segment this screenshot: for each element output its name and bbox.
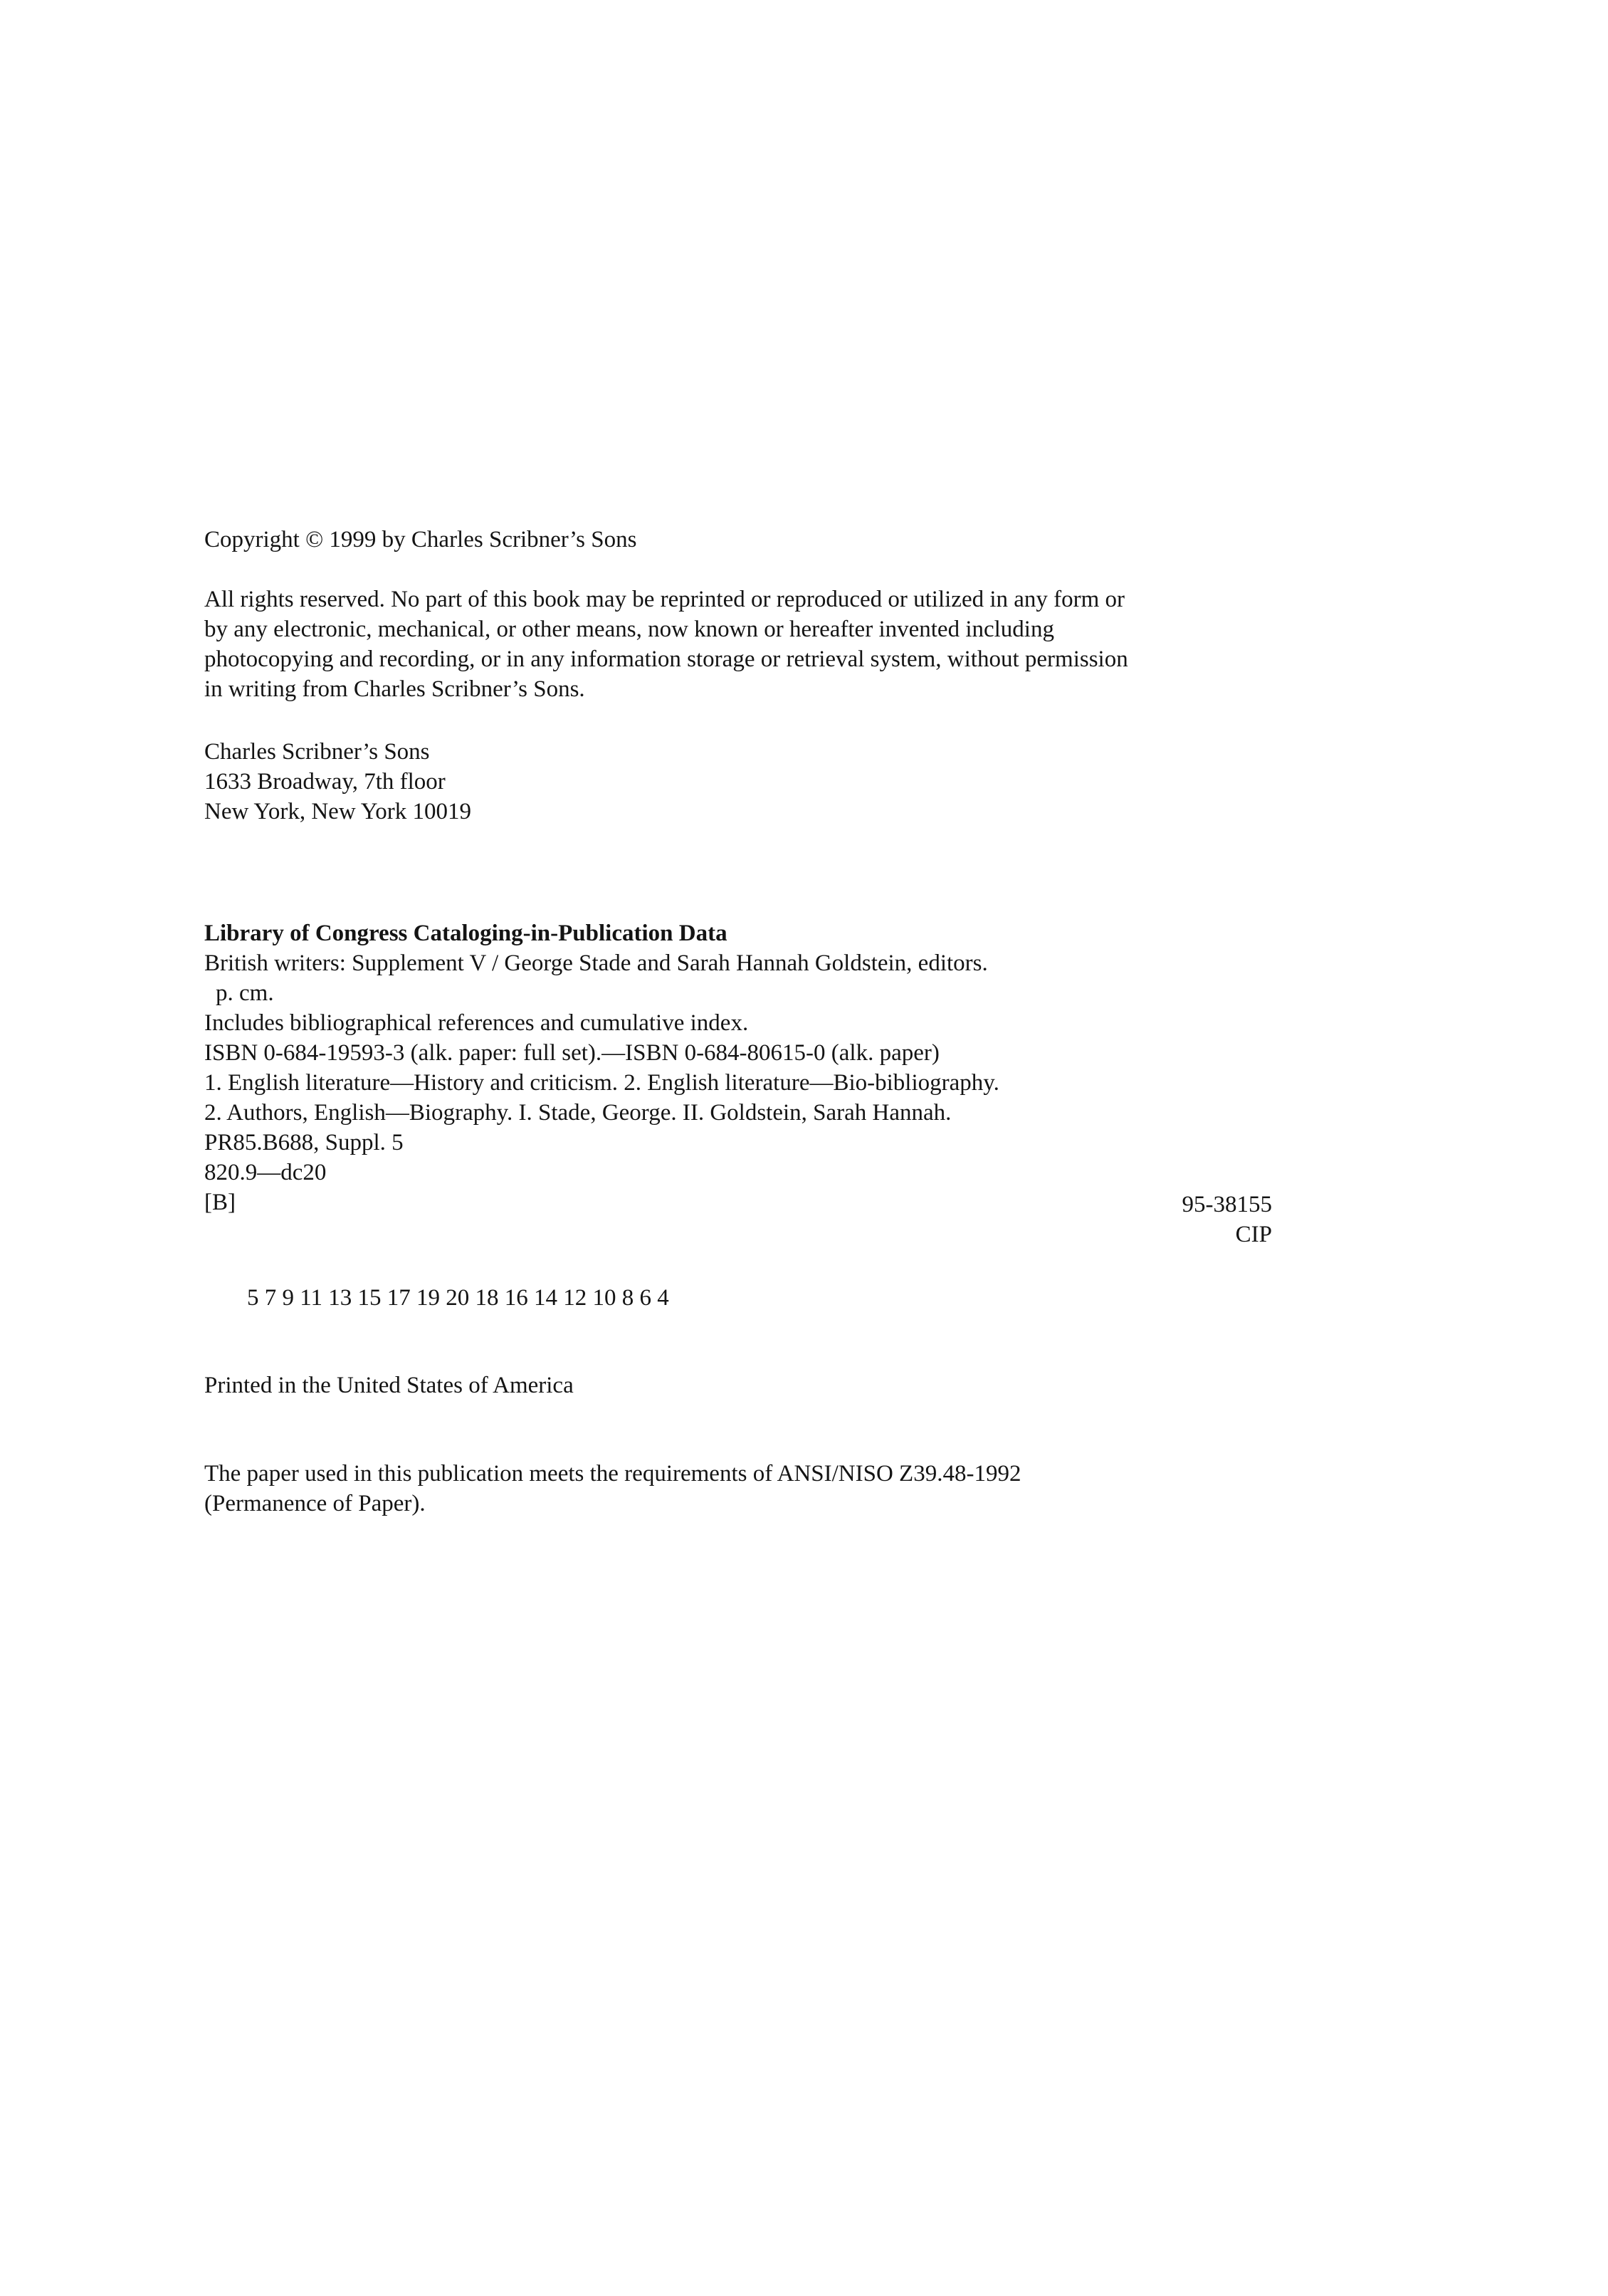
rights-statement	[204, 585, 1128, 704]
lccn-number: 95-38155	[1182, 1192, 1272, 1217]
cip-data	[204, 918, 999, 1217]
cip-call-number: PR85.B688, Suppl. 5	[204, 1130, 404, 1155]
publisher-street: 1633 Broadway, 7th floor	[204, 769, 446, 795]
cip-subjects: 1. English literature—History and criticism. 2. English literature—Bio-bibliography.	[204, 1070, 999, 1096]
cip-label: CIP	[1235, 1222, 1272, 1247]
publisher-city: New York, New York 10019	[204, 799, 471, 824]
copyright-notice: Copyright © 1999 by Charles Scribner’s Sons	[204, 527, 637, 552]
publisher-address	[204, 737, 471, 827]
printed-in: Printed in the United States of America	[204, 1373, 574, 1398]
rights-line: by any electronic, mechanical, or other means, now known or hereafter invented including	[204, 617, 1054, 642]
cip-collation: p. cm.	[216, 980, 274, 1006]
cip-title: British writers: Supplement V / George Stade and Sarah Hannah Goldstein, editors.	[204, 950, 988, 976]
lccn-block	[1118, 1190, 1272, 1249]
paper-note-line: (Permanence of Paper).	[204, 1491, 426, 1516]
rights-line: in writing from Charles Scribner’s Sons.	[204, 676, 585, 702]
publisher-name: Charles Scribner’s Sons	[204, 739, 430, 765]
rights-line: photocopying and recording, or in any information storage or retrieval system, without permission	[204, 646, 1128, 672]
cip-heading: Library of Congress Cataloging-in-Publication Data	[204, 921, 727, 946]
cip-bracket: [B]	[204, 1190, 236, 1215]
paper-note	[204, 1459, 1021, 1519]
printing-line: 5 7 9 11 13 15 17 19 20 18 16 14 12 10 8 6 4	[247, 1285, 669, 1311]
cip-isbn: ISBN 0-684-19593-3 (alk. paper: full set).—ISBN 0-684-80615-0 (alk. paper)	[204, 1040, 940, 1066]
cip-includes: Includes bibliographical references and cumulative index.	[204, 1010, 749, 1036]
cip-dewey: 820.9—dc20	[204, 1160, 327, 1185]
rights-line: All rights reserved. No part of this book may be reprinted or reproduced or utilized in any form or	[204, 587, 1125, 612]
paper-note-line: The paper used in this publication meets the requirements of ANSI/NISO Z39.48-1992	[204, 1461, 1021, 1487]
cip-subjects: 2. Authors, English—Biography. I. Stade, George. II. Goldstein, Sarah Hannah.	[204, 1100, 952, 1126]
